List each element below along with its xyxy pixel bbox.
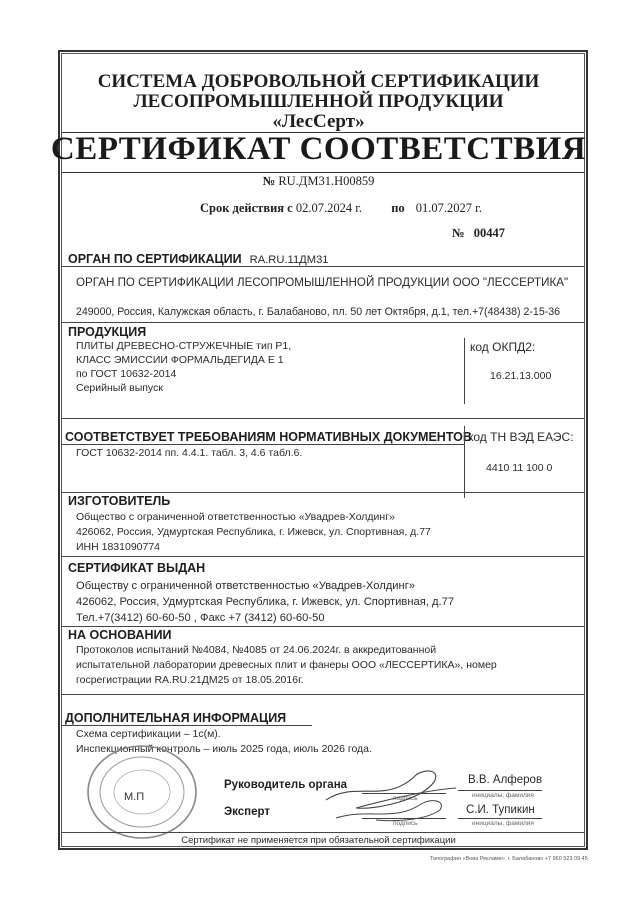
expert-name: С.И. Тупикин <box>466 804 535 816</box>
product-line-3: по ГОСТ 10632-2014 <box>76 368 177 380</box>
expert-name-line <box>458 818 542 819</box>
blank-number-row <box>452 226 505 241</box>
head-signature <box>326 771 456 808</box>
additional-label: ДОПОЛНИТЕЛЬНАЯ ИНФОРМАЦИЯ <box>65 711 287 725</box>
blank-prefix: № <box>452 226 465 240</box>
basis-label: НА ОСНОВАНИИ <box>68 628 172 642</box>
validity-label: Срок действия с <box>200 201 293 215</box>
number-prefix: № <box>262 174 276 188</box>
tnved-box-divider <box>464 426 465 498</box>
system-title-line1: СИСТЕМА ДОБРОВОЛЬНОЙ СЕРТИФИКАЦИИ <box>97 71 540 92</box>
additional-line-1: Схема сертификации – 1с(м). <box>76 728 221 740</box>
issued-to-label: СЕРТИФИКАТ ВЫДАН <box>68 561 206 575</box>
head-name-caption: инициалы, фамилия <box>472 792 534 799</box>
valid-to: 01.07.2027 г. <box>415 201 482 215</box>
head-sig-caption: подпись <box>393 795 418 802</box>
basis-line-1: Протоколов испытаний №4084, №4085 от 24.06.2024г. в аккредитованной <box>76 644 437 656</box>
footer-note: Сертификат не применяется при обязательной сертификации <box>181 835 456 846</box>
basis-line-2: испытательной лаборатории древесных плит и фанеры ООО «ЛЕССЕРТИКА», номер <box>76 659 497 671</box>
organ-code: RA.RU.11ДМ31 <box>249 254 329 266</box>
blank-number: 00447 <box>473 226 505 240</box>
issued-to-line-3: Тел.+7(3412) 60-60-50 , Факс +7 (3412) 60-60-50 <box>76 612 325 624</box>
basis-line-3: госрегистрации RA.RU.21ДМ25 от 18.05.2016г. <box>76 674 304 686</box>
stamp-label: М.П <box>124 791 145 803</box>
issued-to-line-2: 426062, Россия, Удмуртская Республика, г. Ижевск, ул. Спортивная, д.77 <box>76 596 455 608</box>
product-line-4: Серийный выпуск <box>76 382 163 394</box>
system-title-line3: «ЛесСерт» <box>272 111 365 132</box>
organ-name: ОРГАН ПО СЕРТИФИКАЦИИ ЛЕСОПРОМЫШЛЕННОЙ ПРОДУКЦИИ ООО "ЛЕССЕРТИКА" <box>76 276 569 289</box>
head-name: В.В. Алферов <box>468 774 543 786</box>
certificate-number-row <box>0 174 637 189</box>
valid-to-label: по <box>391 201 405 215</box>
okpd-label: код ОКПД2: <box>470 340 536 354</box>
conformity-text: ГОСТ 10632-2014 пп. 4.4.1. табл. 3, 4.6 табл.6. <box>76 447 303 459</box>
title-divider <box>62 172 584 173</box>
issued-to-line-1: Обществу с ограниченной ответственностью «Увадрев-Холдинг» <box>76 580 416 592</box>
basis-divider <box>62 694 584 695</box>
manufacturer-label: ИЗГОТОВИТЕЛЬ <box>68 494 171 508</box>
certificate-number: RU.ДМ31.Н00859 <box>278 174 375 188</box>
manufacturer-divider <box>62 556 584 557</box>
handwritten-signatures <box>316 760 466 830</box>
expert-label: Эксперт <box>224 806 271 818</box>
printer-line: Типография «Вова Рекламе». г. Балабаново +7 960 523 09 45 <box>430 856 588 862</box>
additional-line-2: Инспекционный контроль – июль 2025 года, июль 2026 года. <box>76 743 372 755</box>
organ-label: ОРГАН ПО СЕРТИФИКАЦИИ <box>68 252 242 266</box>
certificate-title: СЕРТИФИКАТ СООТВЕТСТВИЯ <box>50 131 587 167</box>
product-line-2: КЛАСС ЭМИССИИ ФОРМАЛЬДЕГИДА Е 1 <box>76 354 284 366</box>
conformity-divider <box>62 492 584 493</box>
product-line-1: ПЛИТЫ ДРЕВЕСНО-СТРУЖЕЧНЫЕ тип Р1, <box>76 340 292 352</box>
conformity-underline <box>62 444 464 445</box>
issued-to-divider <box>62 626 584 627</box>
footer-divider <box>62 832 584 833</box>
additional-underline <box>62 725 312 726</box>
conformity-label: СООТВЕТСТВУЕТ ТРЕБОВАНИЯМ НОРМАТИВНЫХ ДОКУМЕНТОВ <box>65 430 472 444</box>
valid-from: 02.07.2024 г. <box>295 201 363 215</box>
expert-sig-caption: подпись <box>393 820 418 827</box>
tnved-label: код ТН ВЭД ЕАЭС: <box>468 430 574 444</box>
system-title-line2: ЛЕСОПРОМЫШЛЕННОЙ ПРОДУКЦИИ <box>133 91 504 112</box>
expert-name-caption: инициалы, фамилия <box>472 820 534 827</box>
manufacturer-line-3: ИНН 1831090774 <box>76 541 161 553</box>
okpd-value: 16.21.13.000 <box>490 370 552 382</box>
product-label: ПРОДУКЦИЯ <box>68 325 147 339</box>
organ-divider <box>62 266 584 267</box>
okpd-box-divider <box>464 338 465 404</box>
product-divider <box>62 418 584 419</box>
tnved-value: 4410 11 100 0 <box>486 462 553 474</box>
validity-row <box>200 201 482 216</box>
manufacturer-line-2: 426062, Россия, Удмуртская Республика, г. Ижевск, ул. Спортивная, д.77 <box>76 526 431 538</box>
organ-address: 249000, Россия, Калужская область, г. Балабаново, пл. 50 лет Октября, д.1, тел.+7(48438) 2-15-36 <box>76 306 561 318</box>
expert-signature <box>336 801 441 821</box>
address-divider <box>62 322 584 323</box>
manufacturer-line-1: Общество с ограниченной ответственностью «Увадрев-Холдинг» <box>76 511 395 523</box>
head-label: Руководитель органа <box>224 779 348 791</box>
head-name-line <box>458 790 542 791</box>
